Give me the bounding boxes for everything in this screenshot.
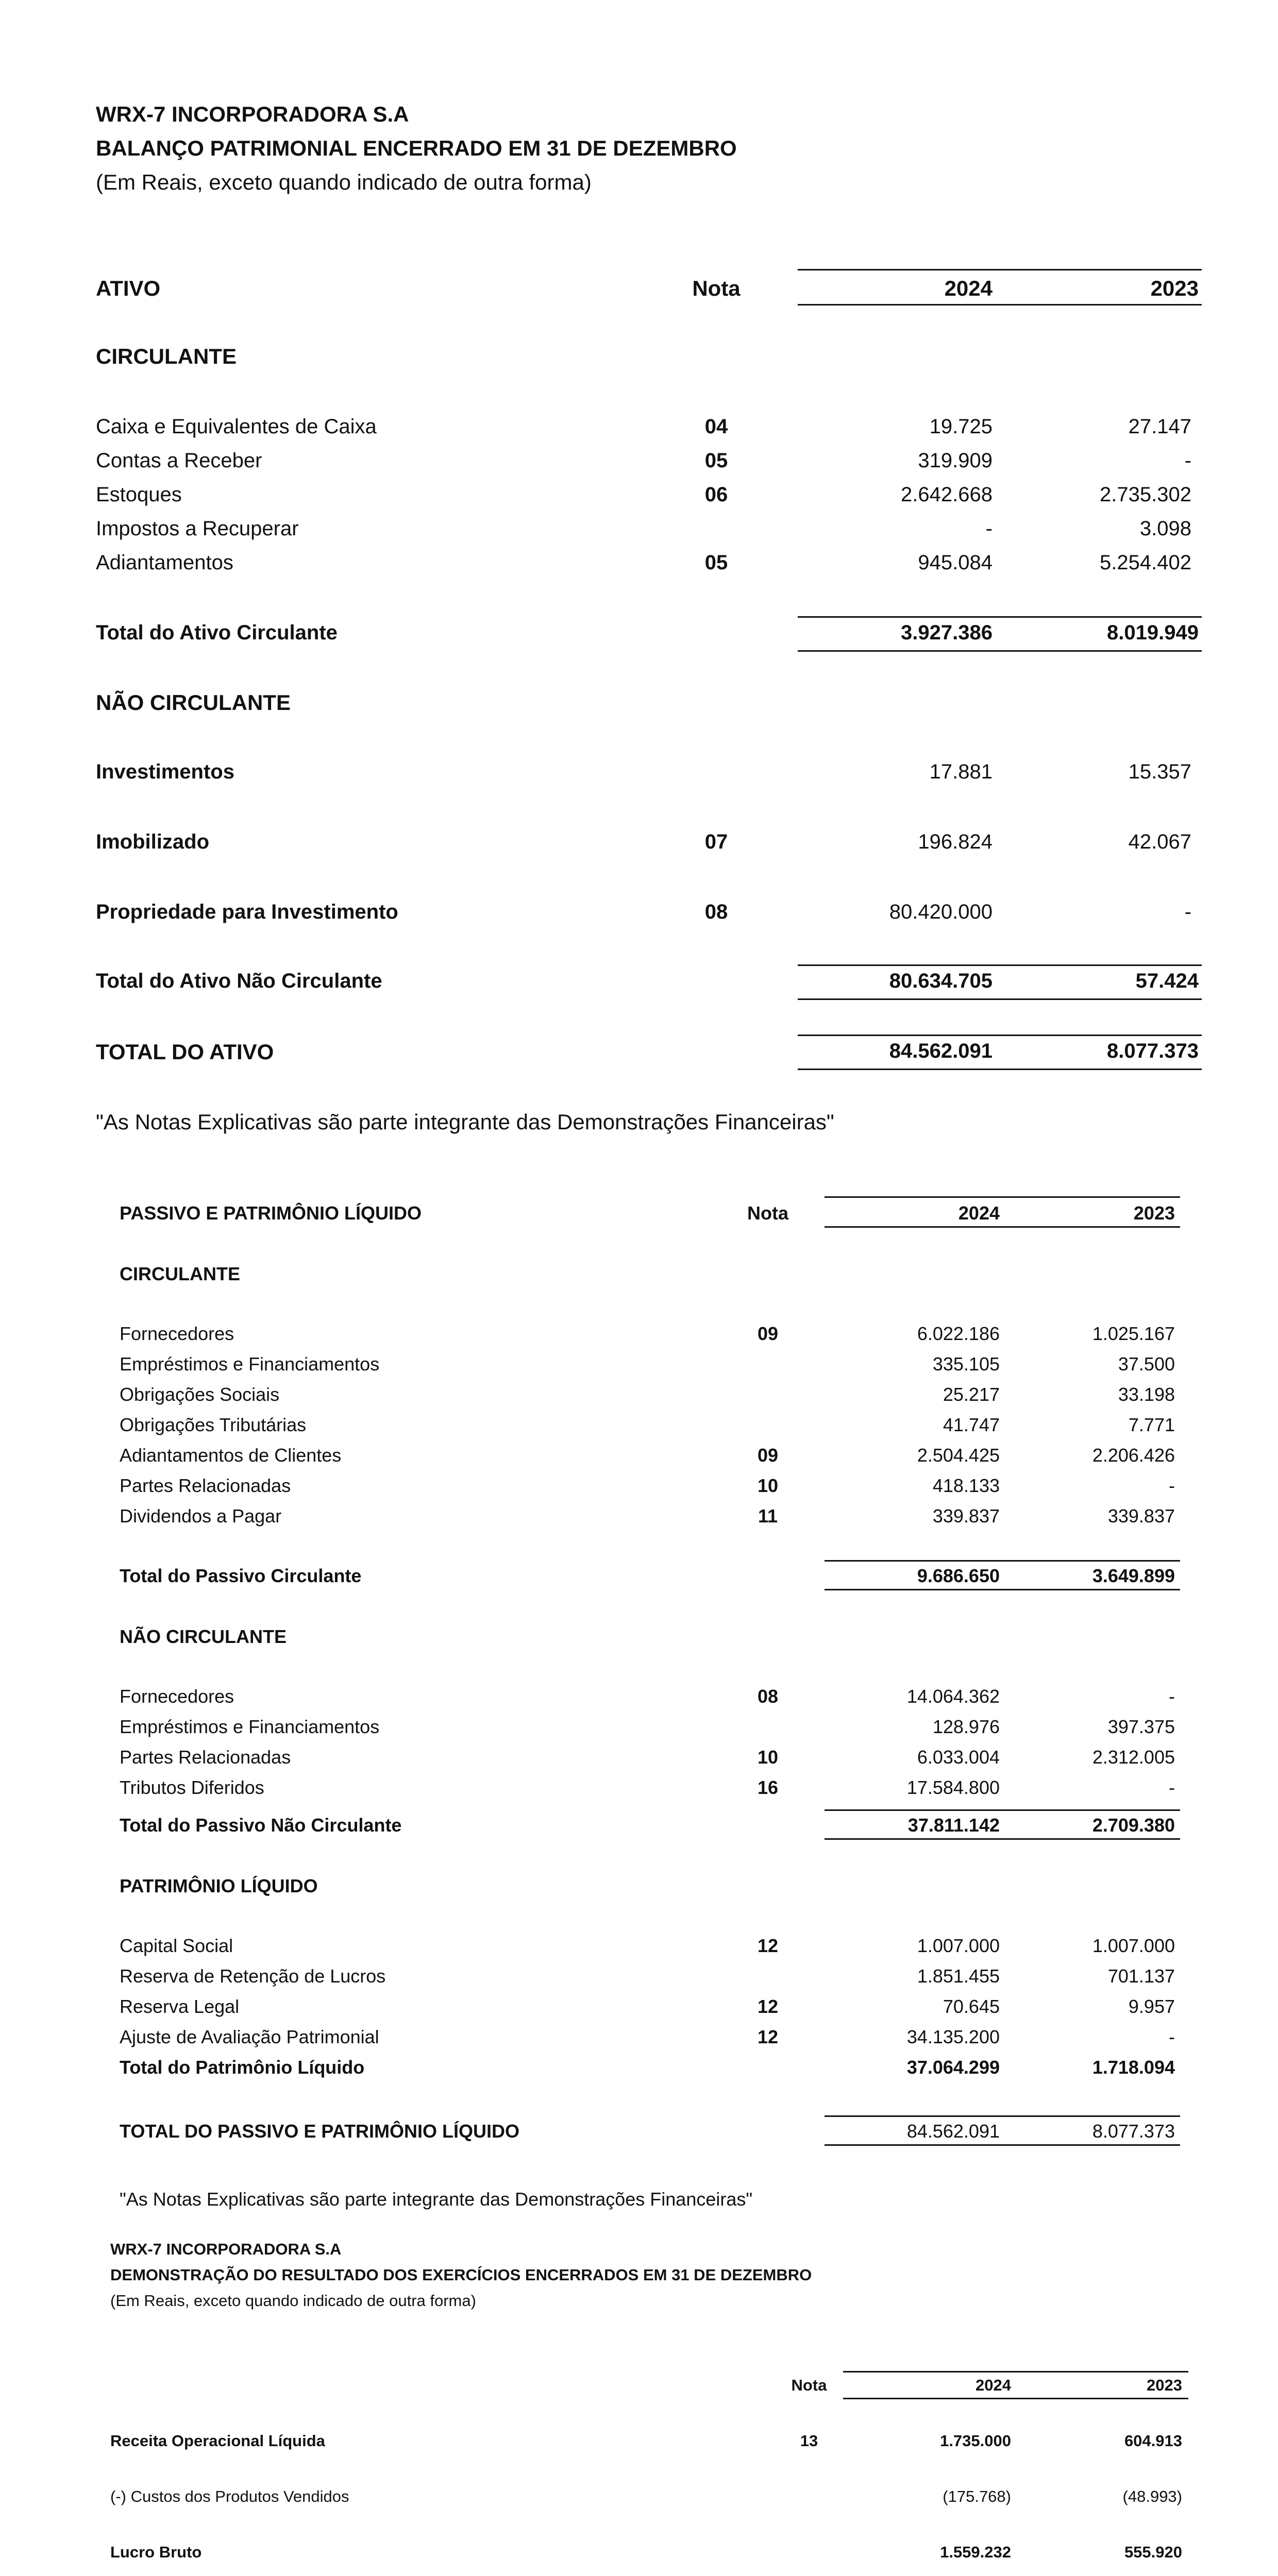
row-nota: 09 <box>757 1445 779 1466</box>
total-passivo-pl-label: TOTAL DO PASSIVO E PATRIMÔNIO LÍQUIDO <box>120 2121 520 2142</box>
row-value-2023: 1.025.167 <box>1092 1323 1175 1344</box>
row-label: Fornecedores <box>120 1686 234 1707</box>
row-label: Fornecedores <box>120 1323 234 1344</box>
row-value-2024: 2.642.668 <box>901 483 993 506</box>
row-value-2024: 70.645 <box>943 1996 1000 2017</box>
row-value-2024: 34.135.200 <box>906 2026 1000 2047</box>
row-label: Partes Relacionadas <box>120 1475 291 1496</box>
row-value-2023: 701.137 <box>1107 1965 1175 1987</box>
row-value-2024: 319.909 <box>918 449 993 472</box>
row-label: Reserva Legal <box>120 1996 240 2017</box>
dre-lucro-bruto-2023: 555.920 <box>1124 2543 1182 2561</box>
total-rule-bottom <box>798 1069 1202 1070</box>
row-nota: 10 <box>757 1747 779 1768</box>
row-value-2023: - <box>1169 1475 1175 1496</box>
ativo-heading: ATIVO <box>96 276 161 300</box>
row-value-2024: 17.881 <box>929 760 993 783</box>
total-rule-bottom <box>825 1838 1180 1840</box>
row-value-2024: 945.084 <box>918 551 993 574</box>
row-value-2023: 33.198 <box>1118 1384 1175 1405</box>
row-value-2023: 2.206.426 <box>1092 1445 1175 1466</box>
row-label: Imobilizado <box>96 831 209 853</box>
row-value-2024: 80.420.000 <box>889 901 993 923</box>
total-rule-top <box>825 1809 1180 1811</box>
total-patrimonio-label: Total do Patrimônio Líquido <box>120 2057 365 2078</box>
total-ativo-circulante-label: Total do Ativo Circulante <box>96 621 338 644</box>
row-value-2024: 6.022.186 <box>917 1323 1000 1344</box>
ativo-nota-header: Nota <box>692 276 741 300</box>
dre-title: DEMONSTRAÇÃO DO RESULTADO DOS EXERCÍCIOS ENCERRADOS EM 31 DE DEZEMBRO <box>110 2266 812 2284</box>
passivo-heading: PASSIVO E PATRIMÔNIO LÍQUIDO <box>120 1202 422 1224</box>
row-value-2023: - <box>1184 449 1191 472</box>
dre-company-name: WRX-7 INCORPORADORA S.A <box>110 2240 342 2258</box>
row-nota: 07 <box>704 831 728 853</box>
row-label: Investimentos <box>96 760 234 783</box>
dre-nota-header: Nota <box>791 2376 827 2394</box>
row-value-2023: 37.500 <box>1118 1353 1175 1375</box>
row-label: Reserva de Retenção de Lucros <box>120 1965 386 1987</box>
balance-subtitle: (Em Reais, exceto quando indicado de outra forma) <box>96 170 592 194</box>
row-value-2023: - <box>1184 901 1191 923</box>
total-rule-top <box>798 1035 1202 1036</box>
total-rule-top <box>825 1560 1180 1562</box>
dre-subtitle: (Em Reais, exceto quando indicado de outra forma) <box>110 2292 476 2310</box>
row-label: Dividendos a Pagar <box>120 1505 282 1527</box>
total-passivo-pl-2023: 8.077.373 <box>1092 2121 1175 2142</box>
row-value-2023: - <box>1169 2026 1175 2047</box>
total-rule-top <box>825 2115 1180 2117</box>
row-value-2024: 1.007.000 <box>917 1935 1000 1956</box>
total-rule-top <box>798 964 1202 966</box>
dre-receita-nota: 13 <box>800 2432 818 2450</box>
dre-receita-2024: 1.735.000 <box>940 2432 1011 2450</box>
ativo-header-bottom-rule <box>798 304 1202 306</box>
row-value-2023: 7.771 <box>1128 1414 1175 1435</box>
row-value-2023: 2.312.005 <box>1092 1747 1175 1768</box>
row-label: Propriedade para Investimento <box>96 901 398 923</box>
total-patrimonio-2024: 37.064.299 <box>906 2057 1000 2078</box>
row-nota: 12 <box>757 2026 779 2047</box>
row-value-2023: 42.067 <box>1128 831 1191 853</box>
dre-header-top-rule <box>843 2371 1188 2372</box>
row-value-2024: 41.747 <box>943 1414 1000 1435</box>
row-nota: 12 <box>757 1935 779 1956</box>
total-passivo-nao-circulante-label: Total do Passivo Não Circulante <box>120 1815 402 1836</box>
row-value-2023: 1.007.000 <box>1092 1935 1175 1956</box>
row-value-2023: 2.735.302 <box>1100 483 1191 506</box>
dre-receita-label: Receita Operacional Líquida <box>110 2432 325 2450</box>
total-passivo-pl-2024: 84.562.091 <box>906 2121 1000 2142</box>
row-value-2024: 14.064.362 <box>906 1686 1000 1707</box>
total-ativo-nao-circulante-2024: 80.634.705 <box>889 970 993 992</box>
row-label: Adiantamentos de Clientes <box>120 1445 342 1466</box>
total-passivo-circulante-2024: 9.686.650 <box>917 1565 1000 1586</box>
row-label: Empréstimos e Financiamentos <box>120 1716 380 1737</box>
row-label: Capital Social <box>120 1935 233 1956</box>
total-patrimonio-2023: 1.718.094 <box>1092 2057 1175 2078</box>
row-value-2023: 5.254.402 <box>1100 551 1191 574</box>
row-value-2024: 128.976 <box>932 1716 1000 1737</box>
dre-year-2024: 2024 <box>976 2376 1011 2394</box>
passivo-year-2024: 2024 <box>958 1202 1000 1224</box>
dre-custos-2024: (175.768) <box>943 2487 1011 2505</box>
total-rule-bottom <box>825 2144 1180 2146</box>
row-value-2023: 3.098 <box>1139 517 1191 540</box>
dre-lucro-bruto-2024: 1.559.232 <box>940 2543 1011 2561</box>
row-value-2024: 2.504.425 <box>917 1445 1000 1466</box>
total-rule-bottom <box>825 1589 1180 1590</box>
dre-receita-2023: 604.913 <box>1124 2432 1182 2450</box>
total-ativo-label: TOTAL DO ATIVO <box>96 1040 274 1064</box>
passivo-circulante-heading: CIRCULANTE <box>120 1263 240 1284</box>
row-value-2023: 9.957 <box>1128 1996 1175 2017</box>
total-passivo-nao-circulante-2023: 2.709.380 <box>1092 1815 1175 1836</box>
row-value-2023: - <box>1169 1686 1175 1707</box>
row-label: Impostos a Recuperar <box>96 517 299 540</box>
dre-year-2023: 2023 <box>1147 2376 1182 2394</box>
row-value-2024: 25.217 <box>943 1384 1000 1405</box>
row-value-2023: 15.357 <box>1128 760 1191 783</box>
row-value-2024: 418.133 <box>932 1475 1000 1496</box>
total-rule-top <box>798 616 1202 618</box>
row-label: Empréstimos e Financiamentos <box>120 1353 380 1375</box>
row-nota: 10 <box>757 1475 779 1496</box>
row-label: Adiantamentos <box>96 551 233 574</box>
dre-custos-label: (-) Custos dos Produtos Vendidos <box>110 2487 349 2505</box>
ativo-nao-circulante-heading: NÃO CIRCULANTE <box>96 690 291 715</box>
total-passivo-circulante-2023: 3.649.899 <box>1092 1565 1175 1586</box>
company-name: WRX-7 INCORPORADORA S.A <box>96 102 409 126</box>
dre-custos-2023: (48.993) <box>1122 2487 1182 2505</box>
passivo-header-top-rule <box>825 1196 1180 1198</box>
row-nota: 16 <box>757 1777 779 1798</box>
row-value-2024: 17.584.800 <box>906 1777 1000 1798</box>
row-value-2023: 397.375 <box>1107 1716 1175 1737</box>
row-label: Obrigações Sociais <box>120 1384 280 1405</box>
total-ativo-nao-circulante-2023: 57.424 <box>1135 970 1199 992</box>
row-value-2024: 19.725 <box>929 415 993 438</box>
passivo-header-bottom-rule <box>825 1226 1180 1228</box>
total-ativo-2024: 84.562.091 <box>889 1040 993 1062</box>
row-value-2024: 196.824 <box>918 831 993 853</box>
row-nota: 11 <box>758 1505 778 1527</box>
passivo-year-2023: 2023 <box>1133 1202 1175 1224</box>
row-value-2023: 339.837 <box>1107 1505 1175 1527</box>
total-rule-bottom <box>798 998 1202 1000</box>
row-nota: 08 <box>704 901 728 923</box>
ativo-footnote: "As Notas Explicativas são parte integrante das Demonstrações Financeiras" <box>96 1110 834 1134</box>
passivo-nota-header: Nota <box>747 1202 788 1224</box>
row-nota: 09 <box>757 1323 779 1344</box>
row-label: Tributos Diferidos <box>120 1777 264 1798</box>
total-ativo-circulante-2023: 8.019.949 <box>1107 621 1199 644</box>
row-nota: 05 <box>704 449 728 472</box>
row-nota: 04 <box>704 415 728 438</box>
patrimonio-heading: PATRIMÔNIO LÍQUIDO <box>120 1875 318 1896</box>
row-value-2024: 6.033.004 <box>917 1747 1000 1768</box>
ativo-circulante-heading: CIRCULANTE <box>96 344 237 368</box>
total-passivo-circulante-label: Total do Passivo Circulante <box>120 1565 362 1586</box>
row-value-2024: - <box>985 517 993 540</box>
row-label: Estoques <box>96 483 182 506</box>
balance-title: BALANÇO PATRIMONIAL ENCERRADO EM 31 DE DEZEMBRO <box>96 136 737 160</box>
dre-lucro-bruto-label: Lucro Bruto <box>110 2543 202 2561</box>
ativo-year-2024: 2024 <box>944 276 993 300</box>
total-ativo-nao-circulante-label: Total do Ativo Não Circulante <box>96 970 382 992</box>
row-nota: 08 <box>757 1686 779 1707</box>
row-value-2023: 27.147 <box>1128 415 1191 438</box>
passivo-nao-circulante-heading: NÃO CIRCULANTE <box>120 1626 287 1647</box>
total-ativo-2023: 8.077.373 <box>1107 1040 1199 1062</box>
total-passivo-nao-circulante-2024: 37.811.142 <box>907 1815 1000 1836</box>
passivo-footnote: "As Notas Explicativas são parte integrante das Demonstrações Financeiras" <box>120 2189 753 2210</box>
row-label: Ajuste de Avaliação Patrimonial <box>120 2026 379 2047</box>
row-nota: 12 <box>757 1996 779 2017</box>
dre-header-bottom-rule <box>843 2398 1188 2399</box>
row-label: Contas a Receber <box>96 449 262 472</box>
row-nota: 06 <box>704 483 728 506</box>
row-value-2024: 335.105 <box>932 1353 1000 1375</box>
row-value-2024: 1.851.455 <box>917 1965 1000 1987</box>
total-rule-bottom <box>798 650 1202 652</box>
row-value-2024: 339.837 <box>932 1505 1000 1527</box>
row-nota: 05 <box>704 551 728 574</box>
row-label: Caixa e Equivalentes de Caixa <box>96 415 377 438</box>
row-label: Obrigações Tributárias <box>120 1414 307 1435</box>
ativo-year-2023: 2023 <box>1150 276 1199 300</box>
row-label: Partes Relacionadas <box>120 1747 291 1768</box>
row-value-2023: - <box>1169 1777 1175 1798</box>
ativo-header-top-rule <box>798 269 1202 270</box>
total-ativo-circulante-2024: 3.927.386 <box>901 621 993 644</box>
